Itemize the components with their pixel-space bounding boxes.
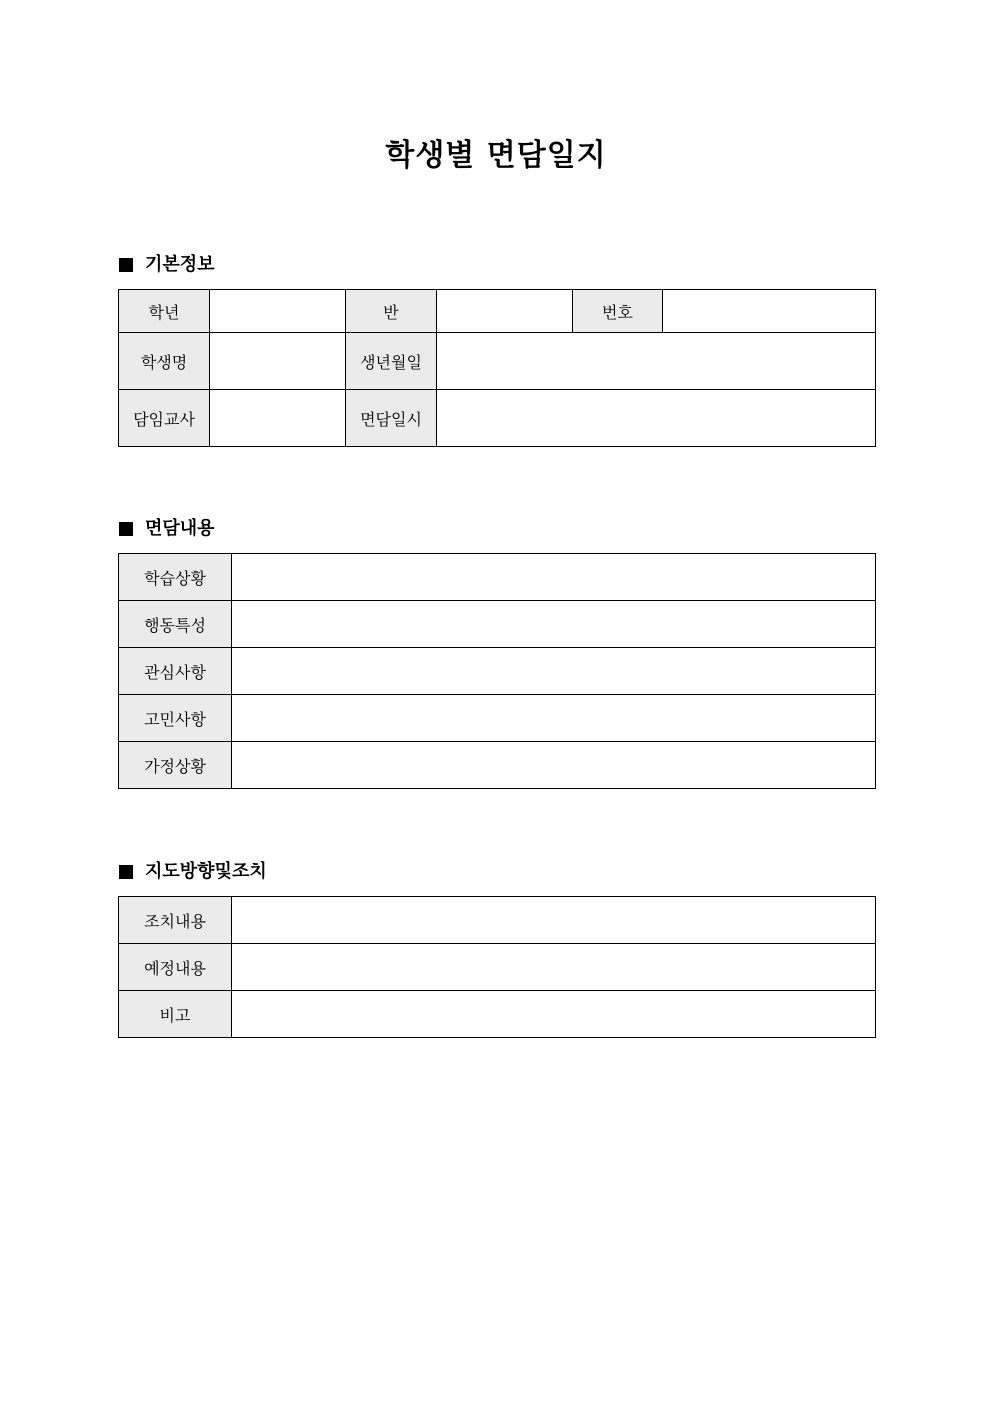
interview-content-table <box>118 553 876 789</box>
family-status-label: 가정상황 <box>119 742 232 789</box>
black-square-icon <box>119 865 133 879</box>
table-row <box>119 695 876 742</box>
class-field[interactable] <box>437 290 573 333</box>
interview-datetime-field[interactable] <box>437 390 876 447</box>
homeroom-teacher-field[interactable] <box>210 390 346 447</box>
birthdate-label: 생년월일 <box>346 333 437 390</box>
table-row <box>119 390 876 447</box>
table-row <box>119 897 876 944</box>
student-name-label: 학생명 <box>119 333 210 390</box>
planned-action-field[interactable] <box>232 944 876 991</box>
table-row <box>119 601 876 648</box>
grade-label: 학년 <box>119 290 210 333</box>
black-square-icon <box>119 522 133 536</box>
learning-status-field[interactable] <box>232 554 876 601</box>
page-title: 학생별 면담일지 <box>385 138 607 173</box>
interests-field[interactable] <box>232 648 876 695</box>
number-label: 번호 <box>573 290 663 333</box>
basic-info-table <box>118 289 876 447</box>
behavior-traits-field[interactable] <box>232 601 876 648</box>
concerns-label: 고민사항 <box>119 695 232 742</box>
class-label: 반 <box>346 290 437 333</box>
table-row <box>119 290 876 333</box>
table-row <box>119 742 876 789</box>
guidance-heading-text: 지도방향및조치 <box>145 861 267 882</box>
concerns-field[interactable] <box>232 695 876 742</box>
number-field[interactable] <box>663 290 876 333</box>
interview-datetime-label: 면담일시 <box>346 390 437 447</box>
black-square-icon <box>119 258 133 272</box>
homeroom-teacher-label: 담임교사 <box>119 390 210 447</box>
table-row <box>119 991 876 1038</box>
birthdate-field[interactable] <box>437 333 876 390</box>
family-status-field[interactable] <box>232 742 876 789</box>
behavior-traits-label: 행동특성 <box>119 601 232 648</box>
basic-info-heading-text: 기본정보 <box>145 254 215 275</box>
grade-field[interactable] <box>210 290 346 333</box>
interview-content-heading-text: 면담내용 <box>145 518 215 539</box>
guidance-heading <box>119 860 267 884</box>
remarks-label: 비고 <box>119 991 232 1038</box>
table-row <box>119 333 876 390</box>
student-name-field[interactable] <box>210 333 346 390</box>
interests-label: 관심사항 <box>119 648 232 695</box>
action-taken-field[interactable] <box>232 897 876 944</box>
interview-content-heading <box>119 517 215 541</box>
planned-action-label: 예정내용 <box>119 944 232 991</box>
table-row <box>119 944 876 991</box>
table-row <box>119 648 876 695</box>
guidance-table <box>118 896 876 1038</box>
learning-status-label: 학습상황 <box>119 554 232 601</box>
table-row <box>119 554 876 601</box>
basic-info-heading <box>119 253 215 277</box>
remarks-field[interactable] <box>232 991 876 1038</box>
action-taken-label: 조치내용 <box>119 897 232 944</box>
